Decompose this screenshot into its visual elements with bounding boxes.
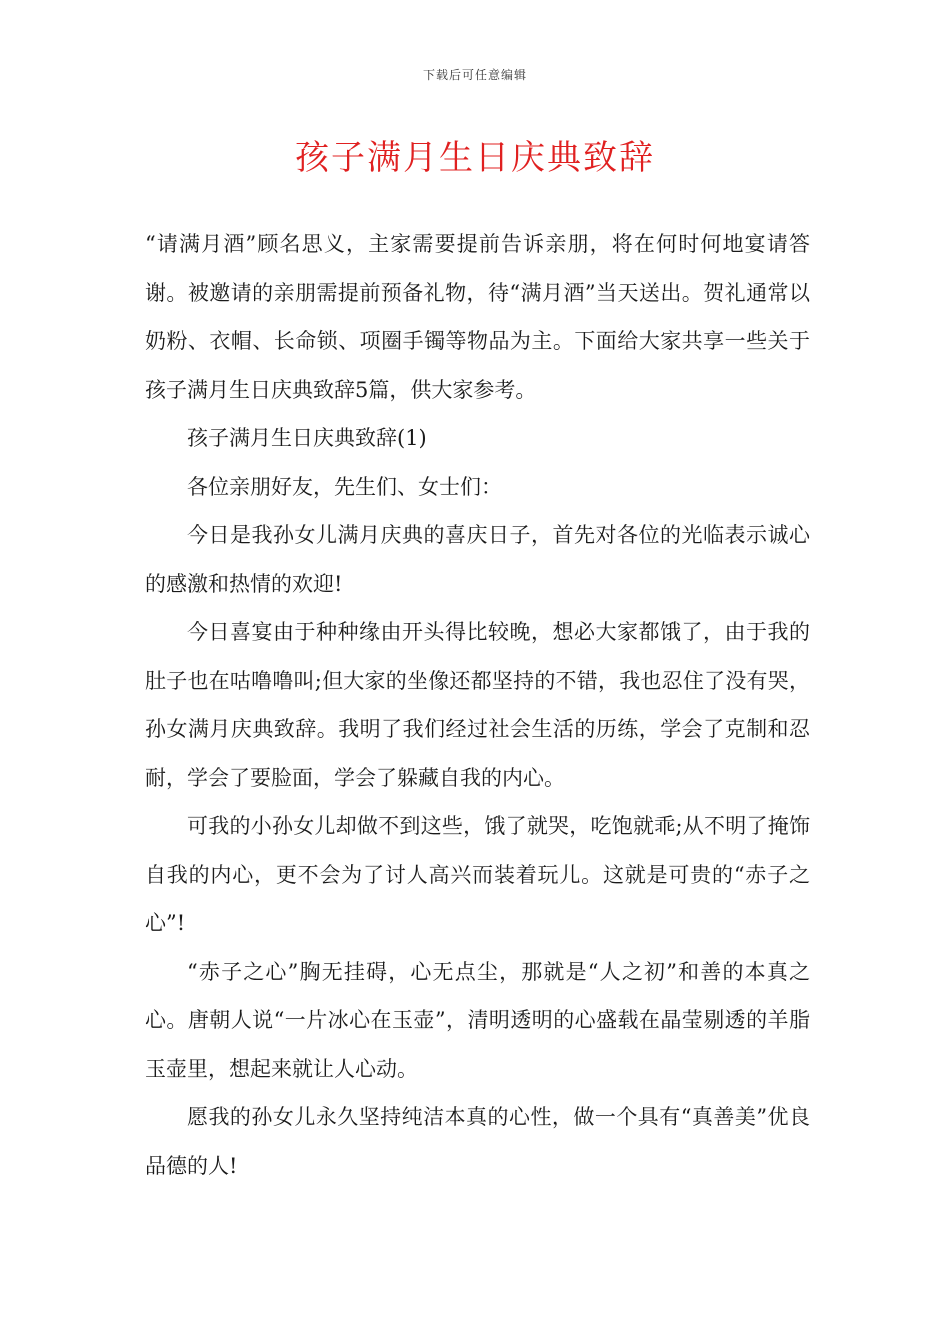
section-heading: 孩子满月生日庆典致辞(1): [187, 426, 427, 450]
body-paragraph: 今日是我孙女儿满月庆典的喜庆日子，首先对各位的光临表示诚心的感激和热情的欢迎!: [145, 523, 810, 596]
document-title: 孩子满月生日庆典致辞: [295, 138, 655, 178]
body-paragraph: 今日喜宴由于种种缘由开头得比较晚，想必大家都饿了，由于我的肚子也在咕噜噜叫;但大家的坐像还都坚持的不错，我也忍住了没有哭，孙女满月庆典致辞。我明了我们经过社会生活的历练，学会了克制和忍耐，学会了要脸面，学会了躲藏自我的内心。: [145, 620, 810, 790]
page-header: 下载后可任意编辑: [422, 68, 527, 82]
document-body: [145, 220, 810, 1190]
body-paragraph: 愿我的孙女儿永久坚持纯洁本真的心性，做一个具有“真善美”优良品德的人!: [145, 1105, 810, 1178]
salutation-paragraph: 各位亲朋好友，先生们、女士们：: [187, 474, 502, 499]
body-paragraph: “赤子之心”胸无挂碍，心无点尘，那就是“人之初”和善的本真之心。唐朝人说“一片冰心在玉壶”，清明透明的心盛载在晶莹剔透的羊脂玉壶里，想起来就让人心动。: [145, 959, 810, 1081]
intro-paragraph: “请满月酒”顾名思义，主家需要提前告诉亲朋，将在何时何地宴请答谢。被邀请的亲朋需提前预备礼物，待“满月酒”当天送出。贺礼通常以奶粉、衣帽、长命锁、项圈手镯等物品为主。下面给大家共享一些关于孩子满月生日庆典致辞5篇，供大家参考。: [145, 232, 810, 402]
body-paragraph: 可我的小孙女儿却做不到这些，饿了就哭，吃饱就乖;从不明了掩饰自我的内心，更不会为了讨人高兴而装着玩儿。这就是可贵的“赤子之心”!: [145, 814, 810, 935]
